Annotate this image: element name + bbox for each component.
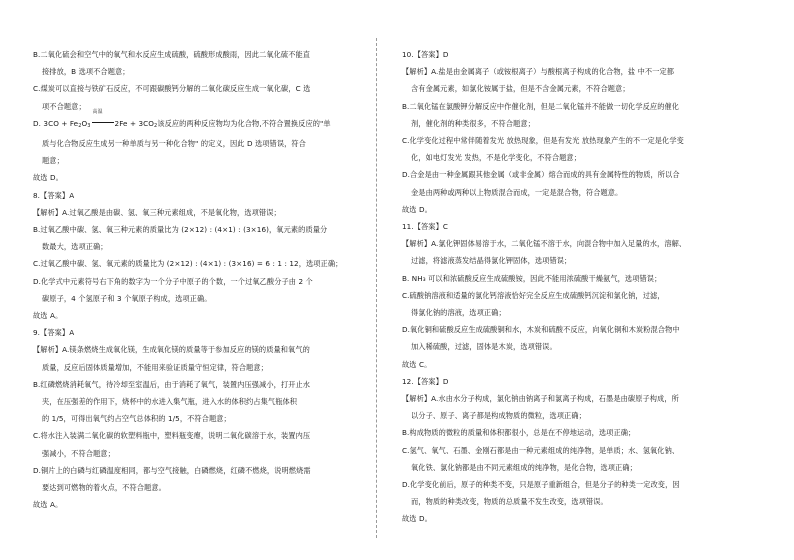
text-line: C.化学变化过程中常伴随着发光 放热现象，但是有发光 放热现象产生的不一定是化学变: [402, 136, 684, 146]
text-line: 化，如电灯发光 发热，不是化学变化，不符合题意；: [411, 153, 581, 163]
text-line: D.铜片上的白磷与红磷温度相同，都与空气接触，白磷燃烧，红磷不燃烧，说明燃烧需: [33, 465, 311, 475]
arrow-line: [92, 122, 114, 123]
text-line: 而，物质的种类改变，物质的总质量不发生改变，选项错误。: [411, 497, 608, 507]
text-line: 以分子、原子、离子都是构成物质的微粒，选项正确；: [411, 411, 586, 421]
subscript: 3: [87, 122, 91, 129]
text-line: [33, 108, 367, 135]
text-line: 质与化合物反应生成另一种单质与另一种化合物" 的定义，因此 D 选项错误，符合: [42, 139, 306, 149]
text-line: D.化学变化前后，原子的种类不变，只是原子重新组合，但是分子的种类一定改变，因: [402, 480, 680, 490]
text-line: 得氯化钠的溶液，选项正确；: [411, 308, 506, 318]
text-line: 接排放，B 选项不合题意；: [42, 67, 130, 77]
text-line: 8.【答案】A: [33, 190, 75, 200]
text-line: 故选 D。: [33, 173, 63, 183]
line-text: 该反应的两种反应物均为化合物,不符合置换反应的"单: [157, 118, 331, 128]
text-line: 质量，反应后固体质量增加，不能用来验证质量守恒定律，符合题意；: [42, 362, 268, 372]
text-line: 【解析】A.过氧乙酸是由碳、氢、氧三种元素组成，不是氧化物，选项错误；: [33, 207, 281, 217]
text-line: 要达到可燃物的着火点，不符合题意。: [42, 483, 166, 493]
answer-column-right: [402, 46, 760, 528]
text-line: B. NH₃ 可以和浓硫酸反应生成硫酸铵，因此不能用浓硫酸干燥氨气，选项错误；: [402, 273, 662, 283]
text-line: 【解析】A.盐是由金属离子（或铵根离子）与酸根离子构成的化合物，盐 中不一定都: [402, 67, 675, 77]
text-line: 加入稀硫酸，过滤，固体是木炭，选项错误。: [411, 342, 557, 352]
text-line: 12.【答案】D: [402, 376, 449, 386]
text-line: 数最大，选项正确；: [42, 242, 108, 252]
equation-reactants: D. 3CO + Fe: [33, 118, 79, 128]
text-line: 故选 C。: [402, 359, 432, 369]
text-line: 碳原子，4 个氢原子和 3 个氧原子构成，选项正确。: [42, 293, 212, 303]
equation-reactants: O: [81, 118, 88, 128]
text-line: 剂，催化剂的种类很多，不符合题意；: [411, 118, 535, 128]
text-line: 10.【答案】D: [402, 50, 449, 59]
text-line: C.硫酸钠溶液和适量的氯化钙溶液恰好完全反应生成硫酸钙沉淀和氯化钠，过滤，: [402, 290, 665, 300]
text-line: C.过氧乙酸中碳、氢、氧元素的质量比为 (2×12) : (4×1) : (3×16) = 6 : 1 : 12，选项正确；: [33, 259, 343, 269]
text-line: 故选 A。: [33, 500, 63, 510]
subscript: 2: [78, 122, 82, 129]
text-line: 【解析】A.水由水分子构成，氯化钠由钠离子和氯离子构成，石墨是由碳原子构成，所: [402, 394, 679, 404]
equation-products: 2Fe + 3CO: [114, 118, 155, 128]
answer-column-left: [33, 46, 367, 513]
text-line: B.构成物质的微粒的质量和体积都很小，总是在不停地运动，选项正确；: [402, 428, 636, 438]
text-line: D.化学式中元素符号右下角的数字为一个分子中原子的个数，一个过氧乙酸分子由 2 个: [33, 276, 313, 286]
text-line: 故选 D。: [402, 514, 432, 524]
text-line: B.二氧化硫会和空气中的氧气和水反应生成硫酸，硫酸形成酸雨，因此二氧化硫不能直: [33, 50, 311, 59]
text-line: 【解析】A.氯化钾固体易溶于水，二氧化锰不溶于水，向混合物中加入足量的水，溶解、: [402, 239, 687, 249]
reaction-condition: 高温: [92, 108, 103, 115]
text-line: B.过氧乙酸中碳、氢、氧三种元素的质量比为 (2×12) : (4×1) : (3×16)，氧元素的质量分: [33, 225, 328, 235]
text-line: 11.【答案】C: [402, 222, 448, 232]
text-line: 【解析】A.镁条燃烧生成氧化镁，生成氧化镁的质量等于参加反应的镁的质量和氧气的: [33, 345, 310, 355]
text-line: 强减小，不符合题意；: [42, 448, 115, 458]
text-line: 过滤，将滤液蒸发结晶得氯化钾固体，选项错误；: [411, 256, 572, 266]
text-line: C.煤炭可以直接与铁矿石反应，不可跟碳酸钙分解的二氧化碳反应生成一氧化碳，C 选: [33, 84, 311, 94]
text-line: 9.【答案】A: [33, 328, 75, 338]
text-line: C.氢气、氧气、石墨、金刚石都是由一种元素组成的纯净物，是单质；水、氢氧化钠、: [402, 445, 680, 455]
text-line: 题意；: [42, 156, 64, 166]
column-divider: [376, 38, 377, 538]
subscript: 2: [154, 122, 158, 129]
chemical-equation: [33, 108, 158, 129]
text-line: 金是由两种或两种以上物质混合而成，一定是混合物，符合题意。: [411, 187, 623, 197]
text-line: 故选 A。: [33, 311, 63, 321]
text-line: 含有金属元素，如氯化铵属于盐，但是不含金属元素，不符合题意；: [411, 84, 630, 94]
text-line: C.将水注入装满二氧化碳的软塑料瓶中，塑料瓶变瘪，说明二氧化碳溶于水，装置内压: [33, 431, 311, 441]
text-line: 氧化铁、氯化钠都是由不同元素组成的纯净物，是化合物，选项正确；: [411, 462, 637, 472]
text-line: B.红磷燃烧消耗氧气，待冷却至室温后，由于消耗了氧气，装置内压强减小，打开止水: [33, 379, 311, 389]
text-line: 的 1/5，可得出氧气约占空气总体积的 1/5，不符合题意；: [42, 414, 231, 424]
reaction-arrow: [91, 108, 115, 132]
text-line: 夹，在压强差的作用下，烧杯中的水进入集气瓶，进入水的体积约占集气瓶体积: [42, 397, 298, 407]
text-line: D.合金是由一种金属跟其他金属（或非金属）熔合而成的具有金属特性的物质，所以合: [402, 170, 680, 180]
text-line: 故选 D。: [402, 204, 432, 214]
text-line: B.二氧化锰在氯酸钾分解反应中作催化剂，但是二氧化锰并不能做一切化学反应的催化: [402, 101, 680, 111]
text-line: 项不合题意；: [42, 101, 86, 111]
text-line: D.氧化铜和硫酸反应生成硫酸铜和水，木炭和硫酸不反应，向氧化铜和木炭粉混合物中: [402, 325, 680, 335]
